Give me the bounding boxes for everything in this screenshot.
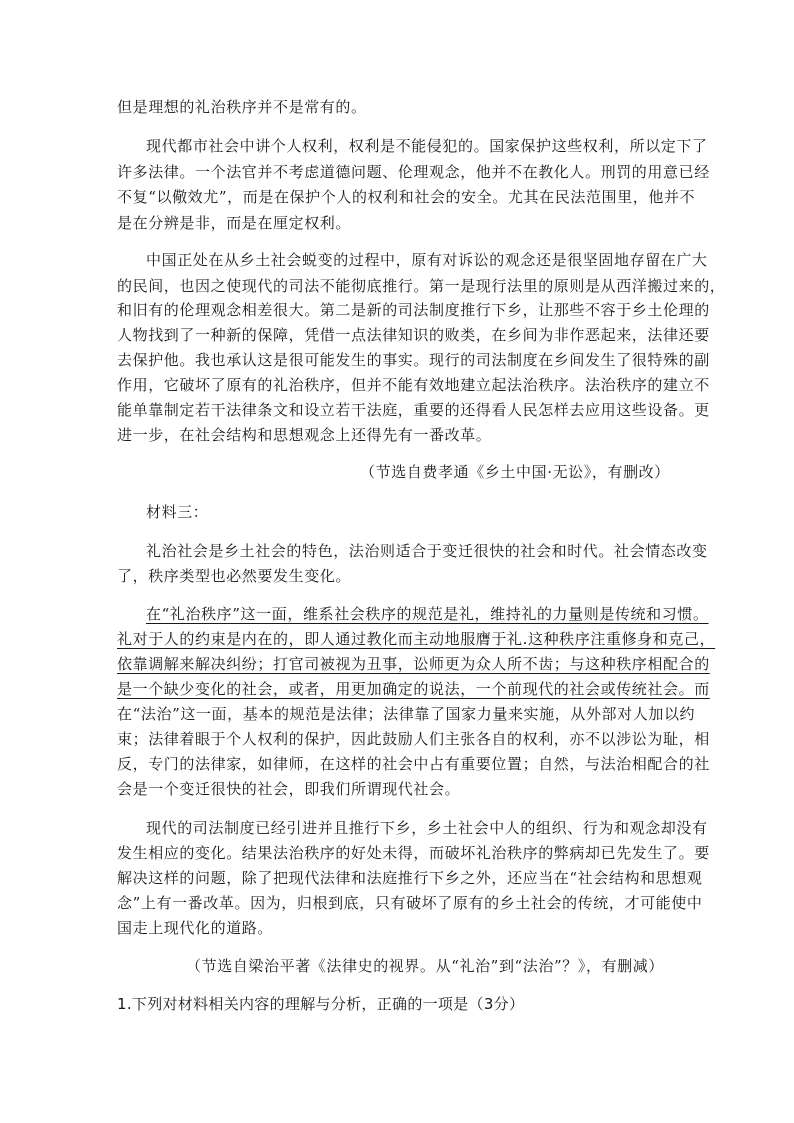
text-line: 和旧有的伦理观念相差很大。第二是新的司法制度推行下乡，让那些不容于乡土伦理的 bbox=[117, 301, 710, 319]
source-citation: （节选自费孝通《乡土中国·无讼》，有删改） bbox=[360, 463, 670, 481]
text-line: 能单靠制定若干法律条文和设立若干法庭，重要的还得看人民怎样去应用这些设备。更 bbox=[117, 401, 710, 419]
text-line: 是在分辨是非，而是在厘定权利。 bbox=[117, 214, 352, 232]
source-citation: （节选自梁治平著《法律史的视界。从“礼治”到“法治”？》，有删减） bbox=[186, 957, 664, 975]
text-line: 现代的司法制度已经引进并且推行下乡，乡土社会中人的组织、行为和观念却没有 bbox=[146, 819, 708, 837]
text-line: 现代都市社会中讲个人权利，权利是不能侵犯的。国家保护这些权利，所以定下了 bbox=[146, 137, 708, 155]
underlined-text-line: 礼对于人的约束是内在的，即人通过教化而主动地服膺于礼.这种秩序注重修身和克己， bbox=[117, 630, 716, 648]
text-line: 念”上有一番改革。因为，归根到底，只有破坏了原有的乡土社会的传统，才可能使中 bbox=[117, 894, 703, 912]
text-line: 会是一个变迁很快的社会，即我们所谓现代社会。 bbox=[117, 780, 461, 798]
question-stem: 1.下列对材料相关内容的理解与分析，正确的一项是（3分） bbox=[117, 995, 525, 1013]
underlined-text-line: 依靠调解来解决纠纷；打官司被视为丑事，讼师更为众人所不齿；与这种秩序相配合的 bbox=[117, 655, 710, 673]
underlined-text: 是一个缺少变化的社会，或者，用更加确定的说法，一个前现代的社会或传统社会。而 bbox=[117, 680, 710, 698]
text-line: 去保护他。我也承认这是很可能发生的事实。现行的司法制度在乡间发生了很特殊的副 bbox=[117, 351, 710, 369]
text-line: 反，专门的法律家，如律师，在这样的社会中占有重要位置；自然，与法治相配合的社 bbox=[117, 755, 710, 773]
text-line: 人物找到了一种新的保障，凭借一点法律知识的败类，在乡间为非作恶起来，法律还要 bbox=[117, 326, 710, 344]
text-line: 不复“以儆效尤”，而是在保护个人的权利和社会的安全。尤其在民法范围里，他并不 bbox=[117, 188, 696, 206]
section-heading: 材料三： bbox=[146, 503, 209, 521]
text-line: 的民间，也因之使现代的司法不能彻底推行。第一是现行法里的原则是从西洋搬过来的， bbox=[117, 277, 726, 295]
text-line: 了，秩序类型也必然要发生变化。 bbox=[117, 567, 352, 585]
text-line: 进一步，在社会结构和思想观念上还得先有一番改革。 bbox=[117, 426, 492, 444]
text-line: 但是理想的礼治秩序并不是常有的。 bbox=[117, 98, 367, 116]
text-line bbox=[117, 679, 710, 699]
text-line: 在“法治”这一面，基本的规范是法律；法律靠了国家力量来实施，从外部对人加以约 bbox=[117, 705, 696, 723]
text-line: 发生相应的变化。结果法治秩序的好处未得，而破坏礼治秩序的弊病却已先发生了。要 bbox=[117, 844, 710, 862]
text-line: 许多法律。一个法官并不考虑道德问题、伦理观念，他并不在教化人。刑罚的用意已经 bbox=[117, 163, 710, 181]
underlined-text-line: 在“礼治秩序”这一面，维系社会秩序的规范是礼，维持礼的力量则是传统和习惯。 bbox=[146, 605, 709, 623]
text-line: 国走上现代化的道路。 bbox=[117, 919, 274, 937]
text-line: 中国正处在从乡土社会蜕变的过程中，原有对诉讼的观念还是很坚固地存留在广大 bbox=[146, 251, 708, 269]
text-line: 解决这样的问题，除了把现代法律和法庭推行下乡之外，还应当在“社会结构和思想观 bbox=[117, 869, 703, 887]
text-line: 束；法律着眼于个人权利的保护，因此鼓励人们主张各自的权利，亦不以涉讼为耻，相 bbox=[117, 730, 710, 748]
text-line: 礼治社会是乡土社会的特色，法治则适合于变迁很快的社会和时代。社会情态改变 bbox=[146, 542, 708, 560]
text-line: 作用，它破坏了原有的礼治秩序，但并不能有效地建立起法治秩序。法治秩序的建立不 bbox=[117, 376, 710, 394]
